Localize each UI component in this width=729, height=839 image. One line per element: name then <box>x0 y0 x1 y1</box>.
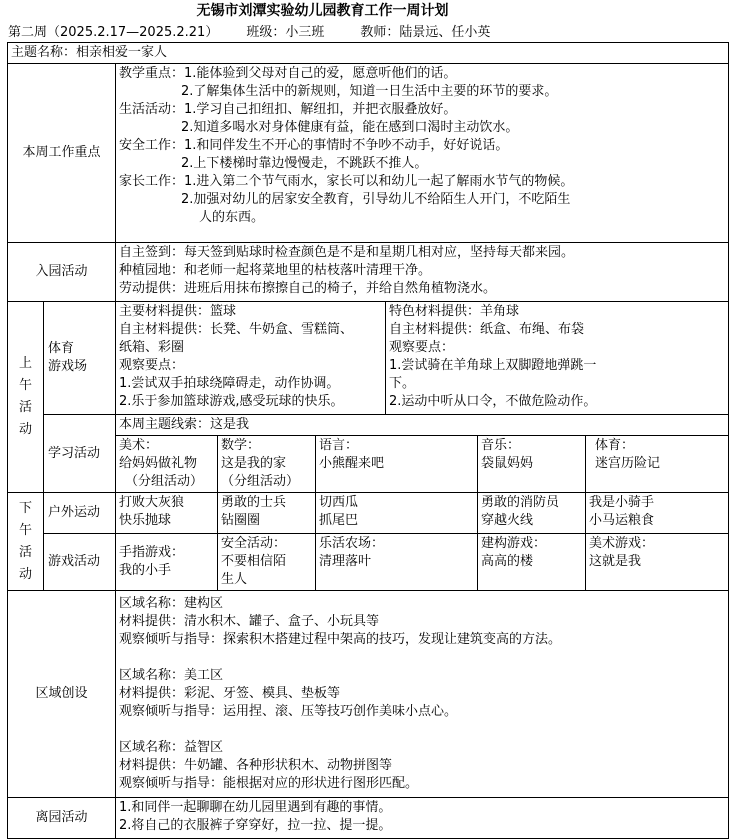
areas-label: 区域创设 <box>8 591 116 798</box>
outdoor-cell: 我是小骑手 小马运粮食 <box>586 493 729 534</box>
games-cell: 美术游戏： 这就是我 <box>586 534 729 591</box>
sports-right-line: 1.尝试骑在羊角球上双脚蹬地弹跳一 <box>389 358 597 373</box>
teacher-names: 教师：陆景远、任小英 <box>360 25 491 40</box>
leave-row <box>8 798 729 839</box>
leave-line: 1.和同伴一起聊聊在幼儿园里遇到有趣的事情。 <box>119 800 392 815</box>
leave-content <box>116 798 729 839</box>
focus-line: 人的东西。 <box>199 210 265 225</box>
subject-math: 数学： 这是我的家 （分组活动） <box>218 436 316 493</box>
focus-line: 教学重点：1.能体验到父母对自己的爱，愿意听他们的话。 <box>119 66 457 81</box>
area-line: 观察倾听与指导：能根据对应的形状进行图形匹配。 <box>119 776 419 791</box>
morning-char: 活 <box>18 400 32 415</box>
theme-name: 主题名称：相亲相爱一家人 <box>8 43 729 64</box>
focus-line: 2.了解集体生活中的新规则，知道一日生活中主要的环节的要求。 <box>181 84 558 99</box>
areas-row <box>8 591 729 798</box>
focus-line: 2.加强对幼儿的居家安全教育，引导幼儿不给陌生人开门，不吃陌生 <box>181 192 571 207</box>
plan-table <box>7 42 729 839</box>
area-line: 材料提供：牛奶罐、各种形状积木、动物拼图等 <box>119 758 393 773</box>
entry-row <box>8 243 729 302</box>
games-cell: 乐活农场： 清理落叶 <box>316 534 478 591</box>
leave-line: 2.将自己的衣服裤子穿穿好，拉一拉、提一提。 <box>119 818 392 833</box>
subject-pe: 体育： 迷宫历险记 <box>586 436 729 493</box>
focus-line: 家长工作：1.进入第二个节气雨水，家长可以和幼儿一起了解雨水节气的物候。 <box>119 174 574 189</box>
week-range: 第二周（2025.2.17—2025.2.21） <box>8 25 219 40</box>
page-title: 无锡市刘潭实验幼儿园教育工作一周计划 <box>196 3 449 19</box>
learning-label: 学习活动 <box>44 415 116 493</box>
games-label: 游戏活动 <box>44 534 116 591</box>
focus-label: 本周工作重点 <box>8 64 116 243</box>
games-cell: 安全活动： 不要相信陌 生人 <box>218 534 316 591</box>
entry-line: 自主签到：每天签到贴球时检查颜色是不是和星期几相对应，坚持每天都来园。 <box>119 245 575 260</box>
subject-art: 美术： 给妈妈做礼物 （分组活动） <box>116 436 218 493</box>
games-row <box>8 534 729 591</box>
outdoor-cell: 勇敢的消防员 穿越火线 <box>478 493 586 534</box>
area-line: 材料提供：清水积木、罐子、盒子、小玩具等 <box>119 614 380 629</box>
sports-left-line: 1.尝试双手拍球绕障碍走，动作协调。 <box>119 376 340 391</box>
morning-char: 上 <box>18 356 32 371</box>
learning-theme-row <box>8 415 729 436</box>
games-cell: 手指游戏： 我的小手 <box>116 534 218 591</box>
learning-subjects-row <box>8 436 729 493</box>
sports-left <box>116 302 386 415</box>
sports-right <box>386 302 729 415</box>
sports-right-line: 自主材料提供：纸盒、布绳、布袋 <box>389 322 585 337</box>
outdoor-cell: 勇敢的士兵 钻圈圈 <box>218 493 316 534</box>
focus-line: 生活活动：1.学习自己扣纽扣、解纽扣，并把衣服叠放好。 <box>119 102 457 117</box>
sports-right-line: 下。 <box>389 376 416 391</box>
areas-content <box>116 591 729 798</box>
entry-line: 种植园地：和老师一起将菜地里的枯枝落叶清理干净。 <box>119 263 432 278</box>
subject-language: 语言： 小熊醒来吧 <box>316 436 478 493</box>
afternoon-label: 下 午 活 动 <box>8 493 44 591</box>
theme-row <box>8 43 729 64</box>
area-line: 区域名称：建构区 <box>119 596 224 611</box>
morning-char: 午 <box>18 378 32 393</box>
sports-left-line: 2.乐于参加篮球游戏,感受玩球的快乐。 <box>119 394 344 409</box>
focus-line: 2.上下楼梯时靠边慢慢走，不跳跃不推人。 <box>181 156 428 171</box>
outdoor-label: 户外运动 <box>44 493 116 534</box>
entry-label: 入园活动 <box>8 243 116 302</box>
subject-music: 音乐： 袋鼠妈妈 <box>478 436 586 493</box>
sports-left-line: 观察要点： <box>119 358 185 373</box>
sports-row <box>8 302 729 415</box>
class-name: 班级：小三班 <box>246 25 325 40</box>
sports-right-line: 特色材料提供：羊角球 <box>389 304 520 319</box>
morning-char: 动 <box>18 422 32 437</box>
entry-line: 劳动提供：进班后用抹布擦擦自己的椅子，并给自然角植物浇水。 <box>119 281 497 296</box>
leave-label: 离园活动 <box>8 798 116 839</box>
sports-left-line: 纸箱、彩圈 <box>119 340 185 355</box>
sports-left-line: 自主材料提供：长凳、牛奶盒、雪糕筒、 <box>119 322 354 337</box>
sports-left-line: 主要材料提供：篮球 <box>119 304 237 319</box>
games-cell: 建构游戏： 高高的楼 <box>478 534 586 591</box>
sports-right-line: 2.运动中听从口令，不做危险动作。 <box>389 394 597 409</box>
focus-line: 2.知道多喝水对身体健康有益，能在感到口渴时主动饮水。 <box>181 120 519 135</box>
area-line: 材料提供：彩泥、牙签、模具、垫板等 <box>119 686 341 701</box>
area-line: 观察倾听与指导：运用捏、滚、压等技巧创作美味小点心。 <box>119 704 458 719</box>
area-line: 观察倾听与指导：探索积木搭建过程中架高的技巧，发现让建筑变高的方法。 <box>119 632 562 647</box>
sports-right-line: 观察要点： <box>389 340 455 355</box>
morning-label <box>8 302 44 493</box>
sports-label: 体育 游戏场 <box>44 302 116 415</box>
area-line: 区域名称：美工区 <box>119 668 224 683</box>
focus-row <box>8 64 729 243</box>
entry-content <box>116 243 729 302</box>
area-line: 区域名称：益智区 <box>119 740 224 755</box>
focus-content <box>116 64 729 243</box>
outdoor-cell: 切西瓜 抓尾巴 <box>316 493 478 534</box>
outdoor-row <box>8 493 729 534</box>
focus-line: 安全工作：1.和同伴发生不开心的事情时不争吵不动手，好好说话。 <box>119 138 509 153</box>
meta-line <box>8 24 490 42</box>
learning-theme: 本周主题线索：这是我 <box>116 415 729 436</box>
outdoor-cell: 打败大灰狼 快乐抛球 <box>116 493 218 534</box>
